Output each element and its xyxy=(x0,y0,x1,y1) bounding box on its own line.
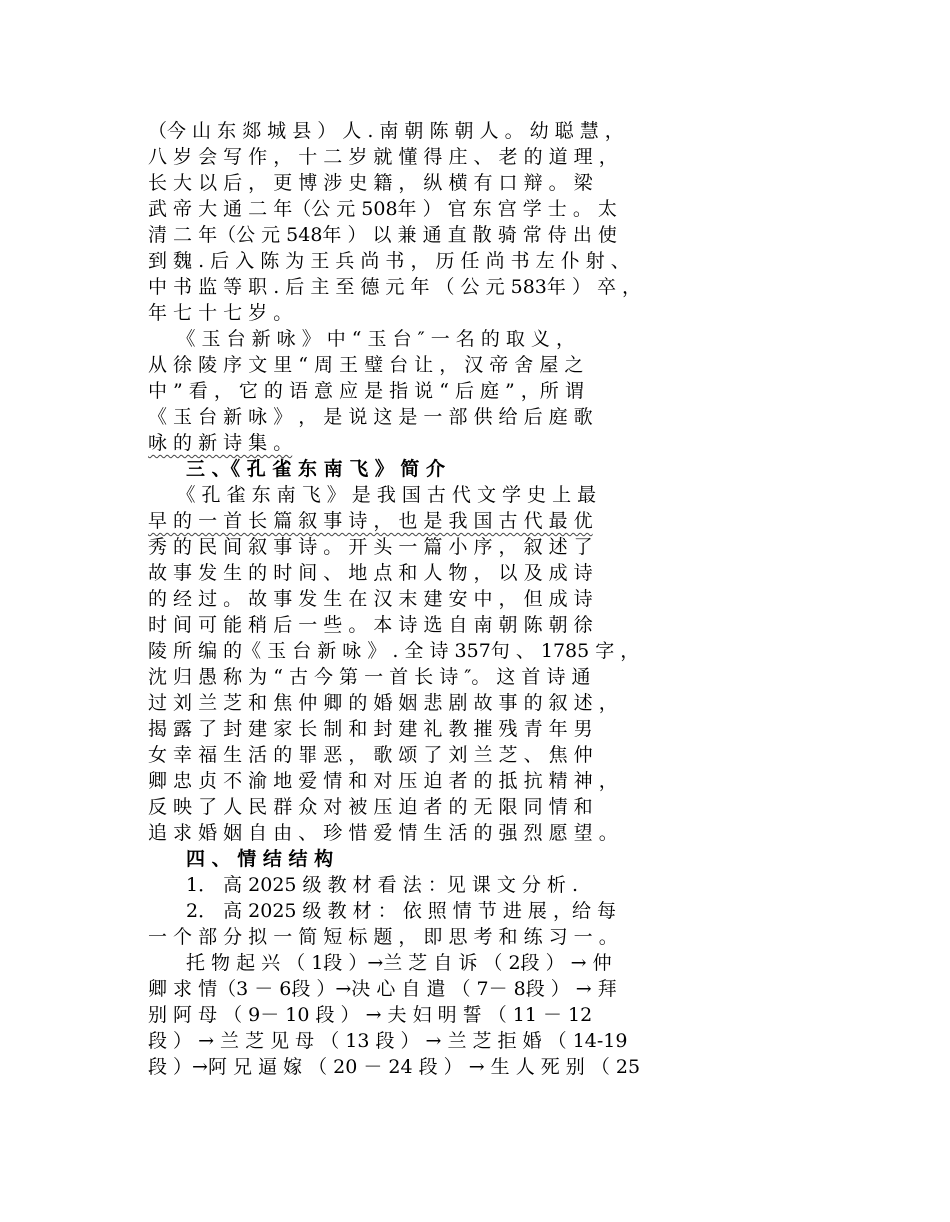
text-line: 咏 的 新 诗 集 。 xyxy=(148,432,293,454)
text-line: 1． 高 2025 级 教 材 看 法 ：见 课 文 分 析 . xyxy=(148,874,578,896)
text-line: 反 映 了 人 民 群 众 对 被 压 迫 者 的 无 限 同 情 和 xyxy=(148,796,593,818)
text-line: 时 间 可 能 稍 后 一 些 。 本 诗 选 自 南 朝 陈 朝 徐 xyxy=(148,614,593,636)
text-line: 别 阿 母 （ 9－ 10 段 ） → 夫 妇 明 誓 （ 11 － 12 xyxy=(148,1004,593,1026)
text-line: 托 物 起 兴 （ 1段 ）→兰 芝 自 诉 （ 2段 ） → 仲 xyxy=(148,952,612,974)
text-line: 《 玉 台 新 咏 》 ， 是 说 这 是 一 部 供 给 后 庭 歌 xyxy=(148,406,593,428)
text-line: 卿 求 情（3 － 6段 ）→决 心 自 遣 （ 7－ 8段 ） → 拜 xyxy=(148,978,617,1000)
text-line: 中 书 监 等 职 . 后 主 至 德 元 年 （ 公 元 583年 ） 卒 ， xyxy=(148,276,642,298)
text-line: 2． 高 2025 级 教 材 ： 依 照 情 节 进 展 ，给 每 xyxy=(148,900,616,922)
section-heading: 三 、《 孔 雀 东 南 飞 》 简 介 xyxy=(148,458,446,480)
text-line: 到 魏 . 后 入 陈 为 王 兵 尚 书 ， 历 任 尚 书 左 仆 射 、 xyxy=(148,250,630,272)
section-heading: 四 、 情 结 结 构 xyxy=(148,848,334,870)
text-line: 武 帝 大 通 二 年（公 元 508年 ） 官 东 宫 学 士 。 太 xyxy=(148,198,617,220)
text-line: 卿 忠 贞 不 渝 地 爱 情 和 对 压 迫 者 的 抵 抗 精 神 ， xyxy=(148,770,618,792)
text-line: 女 幸 福 生 活 的 罪 恶 ， 歌 颂 了 刘 兰 芝 、 焦 仲 xyxy=(148,744,593,766)
text-line: 秀 的 民 间 叙 事 诗 。 开 头 一 篇 小 序 ， 叙 述 了 xyxy=(148,536,593,558)
text-line: 揭 露 了 封 建 家 长 制 和 封 建 礼 教 摧 残 青 年 男 xyxy=(148,718,593,740)
text-line: 从 徐 陵 序 文 里 “ 周 王 璧 台 让 ， 汉 帝 舍 屋 之 xyxy=(148,354,584,376)
text-line: 一 个 部 分 拟 一 简 短 标 题 ， 即 思 考 和 练 习 一 。 xyxy=(148,926,618,948)
text-line: 长 大 以 后 ， 更 博 涉 史 籍 ， 纵 横 有 口 辩 。 梁 xyxy=(148,172,593,194)
text-line: 陵 所 编 的《 玉 台 新 咏 》 . 全 诗 357句 、 1785 字 ， xyxy=(148,640,640,662)
text-line: 段 ） → 兰 芝 见 母 （ 13 段 ） → 兰 芝 拒 婚 （ 14-19 xyxy=(148,1030,628,1052)
text-line: 的 经 过 。 故 事 发 生 在 汉 末 建 安 中 ， 但 成 诗 xyxy=(148,588,593,610)
text-line: （今 山 东 郯 城 县 ） 人 . 南 朝 陈 朝 人 。 幼 聪 慧 ， xyxy=(148,120,624,142)
text-line: 故 事 发 生 的 时 间 、 地 点 和 人 物 ， 以 及 成 诗 xyxy=(148,562,593,584)
text-line: 早 的 一 首 长 篇 叙 事 诗 ， 也 是 我 国 古 代 最 优 xyxy=(148,510,593,532)
text-line: 《 孔 雀 东 南 飞 》 是 我 国 古 代 文 学 史 上 最 xyxy=(148,484,597,506)
text-line: 年 七 十 七 岁 。 xyxy=(148,302,293,324)
text-line: 八 岁 会 写 作 ， 十 二 岁 就 懂 得 庄 、 老 的 道 理 ， xyxy=(148,146,618,168)
text-line: 追 求 婚 姻 自 由 、 珍 惜 爱 情 生 活 的 强 烈 愿 望 。 xyxy=(148,822,618,844)
text-line: 清 二 年（公 元 548年 ） 以 兼 通 直 散 骑 常 侍 出 使 xyxy=(148,224,617,246)
text-line: 《 玉 台 新 咏 》 中 “ 玉 台 ″ 一 名 的 取 义 ， xyxy=(148,328,575,350)
text-line: 段 ）→阿 兄 逼 嫁 （ 20 － 24 段 ） → 生 人 死 别 （ 25 xyxy=(148,1056,641,1078)
text-line: 过 刘 兰 芝 和 焦 仲 卿 的 婚 姻 悲 剧 故 事 的 叙 述 ， xyxy=(148,692,618,714)
text-line: 沈 归 愚 称 为 “ 古 今 第 一 首 长 诗 ″。 这 首 诗 通 xyxy=(148,666,591,688)
text-line: 中 ” 看 ， 它 的 语 意 应 是 指 说 “ 后 庭 ” ，所 谓 xyxy=(148,380,584,402)
